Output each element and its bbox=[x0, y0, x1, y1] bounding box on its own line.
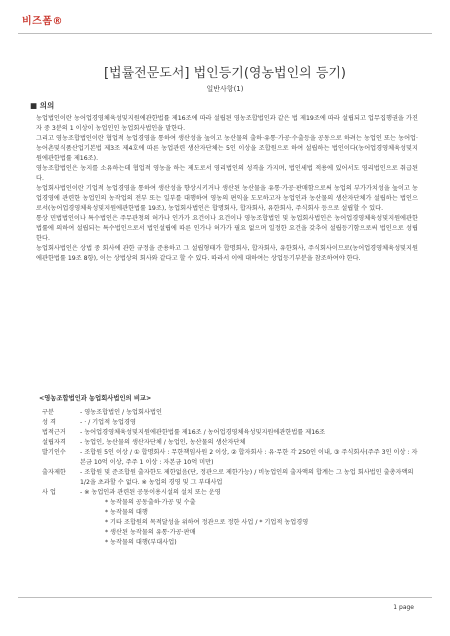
comparison-row bbox=[42, 488, 420, 498]
row-key: 구분 bbox=[42, 409, 54, 416]
comparison-row bbox=[42, 468, 420, 488]
list-item: * 농작물의 공동출하·가공 및 수출 bbox=[105, 499, 196, 506]
document-subtitle: 일반사항(1) bbox=[206, 85, 244, 93]
row-value: - 영농조합법인 / 농업회사법인 bbox=[80, 409, 162, 416]
row-key: 법적근거 bbox=[42, 429, 66, 436]
comparison-row bbox=[42, 448, 420, 468]
row-key: 설립자격 bbox=[42, 439, 66, 446]
section-heading: ■ 의의 bbox=[30, 101, 55, 110]
comparison-row bbox=[42, 428, 420, 438]
list-item: * 농작물의 대행 bbox=[105, 509, 148, 516]
paragraph: 농업회사법인은 상법 중 회사에 관한 규정을 준용하고 그 설립형태가 합명회사, 합자회사, 유한회사, 주식회사이므로(농어업경영체육성및지원에관한법률 19조 8항), 이는 상법상의 회사와 같다고 할 수 있다. 따라서 이에 대하여는 상업등기부분을 참조하여야 한다. bbox=[36, 245, 418, 262]
row-value: - 조합원 및 준조합원 출자한도 제한없음(단, 정관으로 제한가능) / 비농업인의 출자액의 합계는 그 농업 회사법인 출총자액의 1/2을 초과할 수 없다. ※ 농업의 경영 및 그 부대사업 bbox=[80, 469, 414, 486]
body-text bbox=[36, 114, 418, 264]
document-title: [법률전문도서] 법인등기(영농법인의 등기) bbox=[103, 66, 347, 81]
paragraph: 영농조합법인은 농지를 소유하는데 협업적 영농을 하는 제도로서 영리법인의 성격을 가지며, 법인세법 적용에 있어서도 영리법인으로 취급된다. bbox=[36, 165, 418, 182]
row-value: - · / 기업적 농업경영 bbox=[80, 419, 136, 426]
bizform-logo: 비즈폼® bbox=[22, 16, 63, 27]
row-value: - 조합원 5인 이상 / ① 합명회사 : 무한책임사원 2 이상, ② 합자회사 : 유·무한 각 250인 이내, ③ 주식회사(주주 3인 이상 : 자본금 10억 이상, 주주 1 이상 : 자본금 10억 미만) bbox=[80, 449, 418, 466]
list-item: * 생산된 농작물의 유통·가공·판매 bbox=[105, 529, 196, 536]
comparison-row bbox=[42, 408, 420, 418]
comparison-title: <영농조합법인과 농업회사법인의 비교> bbox=[39, 395, 152, 402]
row-value: - 농어업경영체육성및지원에관한법률 제16조 / 농어업경영체육성및지원에관한법률 제16조 bbox=[80, 429, 326, 436]
comparison-row bbox=[42, 438, 420, 448]
paragraph: 통상 민법법인이나 특수법인은 주무관청의 허가나 인가가 요건이나 요건이나 영농조합법인 및 농업회사법인은 농어업경영체육성및지원에관한법률에 의하여 설립되는 특수법인으로서 법인설립에 따른 인가나 허가가 필요 없으며 일정한 요건을 갖추어 설립등기함으로써 법인으로 성립한다. bbox=[36, 215, 418, 242]
row-key: 출자제한 bbox=[42, 469, 66, 476]
footer-divider bbox=[18, 597, 432, 598]
page-number: 1 page bbox=[393, 604, 414, 611]
paragraph: 농업회사법인이란 기업적 농업경영을 통하여 생산성을 향상시키거나 생산된 농산물을 유통·가공·판매함으로써 농업의 부가가치성을 높이고 농업경영에 관련한 농업인의 농작업의 전부 또는 일부를 대행하여 영농의 편익을 도모하고자 농업인과 농산물의 생산자단체가 설립하는 법인으로서(농어업경영체육성및지원에관한법률 19조), 농업회사법인은 합명회사, 합자회사, 유한회사, 주식회사 등으로 설립할 수 있다. bbox=[36, 185, 418, 212]
paragraph: 농업법인이란 농어업경영체육성및지원에관한법률 제16조에 따라 설립된 영농조합법인과 같은 법 제19조에 따라 설립되고 업무집행권을 가진 자 중 3분의 1 이상이 농업인인 농업회사법인을 말한다. bbox=[36, 115, 418, 132]
list-item: * 기타 조합원의 목적달성을 위하여 정관으로 정한 사업 / * 기업적 농업경영 bbox=[105, 519, 309, 526]
header-divider bbox=[18, 33, 432, 34]
paragraph: 그리고 영농조합법인이란 협업적 농업경영을 통하여 생산성을 높이고 농산물의 출하·유통·가공·수출등을 공동으로 하려는 농업인 또는 농어업·농어촌및식품산업기본법 제3조 제4호에 따른 농업관련 생산자단체는 5인 이상을 조합원으로 하여 설립하는 법인이다(농어업경영체육성및지원에관한법률 제16조). bbox=[36, 135, 418, 162]
comparison-table bbox=[42, 408, 420, 548]
row-value: - 농업인, 농산물의 생산자단체 / 농업인, 농산물의 생산자단체 bbox=[80, 439, 246, 446]
comparison-row bbox=[42, 418, 420, 428]
list-item: * 농작물의 대행(부대사업) bbox=[105, 539, 177, 546]
row-key: 발기인수 bbox=[42, 449, 66, 456]
row-value: - ※ 농업인과 관련된 공동이용시설의 설치 또는 운영 bbox=[80, 489, 221, 496]
row-key: 사 업 bbox=[42, 489, 56, 496]
row-key: 성 격 bbox=[42, 419, 56, 426]
